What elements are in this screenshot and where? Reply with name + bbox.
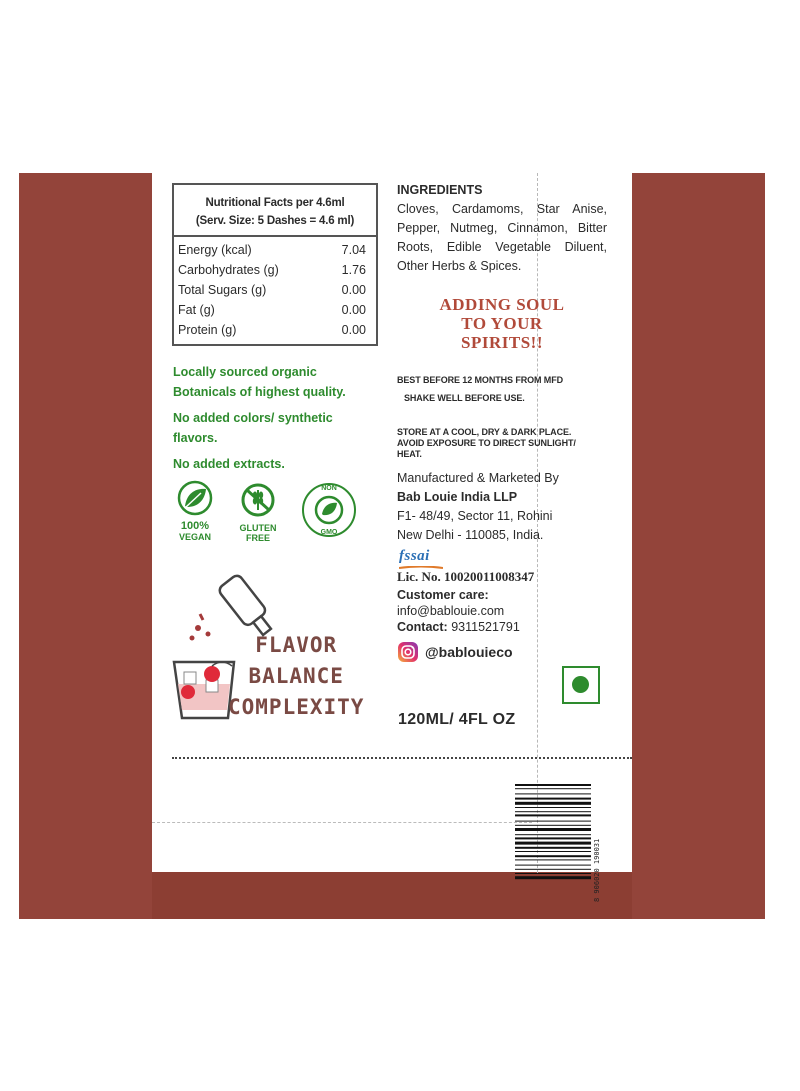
fold-line-horizontal [152,822,532,823]
gmo-badge-bottom: GMO [320,529,338,536]
nutrition-row [174,280,376,300]
barcode-bar [515,859,591,860]
barcode-bar [515,807,591,808]
barcode-bar [515,873,591,874]
barcode-bar [515,865,591,866]
barcode-bar [515,798,591,800]
flavor-word: FLAVOR [255,633,338,657]
complexity-word: COMPLEXITY [228,695,365,719]
nutrition-row [174,240,376,260]
nutrition-title: Nutritional Facts per 4.6ml [205,197,345,209]
barcode-bar [515,814,591,816]
storage-notice: STORE AT A COOL, DRY & DARK PLACE. AVOID EXPOSURE TO DIRECT SUNLIGHT/ HEAT. [397,427,576,459]
nutrient-label: Fat (g) [178,303,215,317]
vegan-badge-label: VEGAN [178,532,211,542]
right-color-band [632,173,765,919]
best-before-notice: BEST BEFORE 12 MONTHS FROM MFD [397,375,564,385]
barcode-bar [515,842,591,845]
barcode [515,782,603,904]
nutrition-row [174,260,376,280]
fssai-logo: fssai [399,548,430,565]
barcode-bars [515,784,591,879]
nutrient-label: Protein (g) [178,323,237,337]
barcode-bar [515,825,591,826]
contact-label: Contact: [397,620,448,634]
license-number: Lic. No. 10020011008347 [397,569,535,584]
nutrient-value: 0.00 [341,323,366,337]
left-color-band [19,173,152,919]
veg-dot-icon [572,676,589,693]
ingredients-text: Cloves, Cardamoms, Star Anise, Pepper, Nutmeg, Cinnamon, Bitter Roots, Edible Vegetable Diluent, Other Herbs & Spices. [397,202,607,273]
barcode-bar [515,869,591,870]
manufacturer-name: Bab Louie India LLP [397,490,518,504]
nutrition-table [172,183,378,346]
barcode-bar [515,788,591,789]
barcode-bar [515,847,591,849]
barcode-bar [515,834,591,835]
nutrition-serving: (Serv. Size: 5 Dashes = 4.6 ml) [195,215,355,228]
tagline: ADDING SOUL TO YOUR SPIRITS!! [439,295,565,352]
gluten-free-badge [235,482,281,543]
nutrition-row [174,320,376,340]
address-line2: New Delhi - 110085, India. [397,528,544,542]
instagram-icon [397,641,419,663]
shake-notice: SHAKE WELL BEFORE USE. [404,393,525,403]
instagram-handle: @bablouieco [425,644,513,660]
flavor-words [228,630,364,723]
non-gmo-badge [301,480,357,540]
barcode-bar [515,784,591,786]
veg-mark [562,666,600,704]
manufacturer-label: Manufactured & Marketed By [397,471,559,485]
customer-care [397,587,520,635]
claim-organic: Locally sourced organic Botanicals of highest quality. [173,365,346,399]
nutrient-value: 0.00 [341,303,366,317]
gluten-badge-line1: GLUTEN [239,523,277,533]
barcode-bar [515,876,591,879]
barcode-bar [515,802,591,805]
care-email[interactable]: info@bablouie.com [397,604,505,618]
nutrient-label: Energy (kcal) [178,243,252,257]
barcode-bar [515,855,591,857]
barcode-number: 8 906020 190031 [593,838,601,902]
ingredients-title: INGREDIENTS [397,183,483,197]
barcode-bar [515,851,591,852]
nutrient-value: 1.76 [341,263,366,277]
vegan-badge [172,480,218,542]
nutrient-label: Carbohydrates (g) [178,263,279,277]
barcode-bar [515,821,591,822]
care-title: Customer care: [397,588,489,602]
social-handle[interactable] [397,641,513,663]
volume-label: 120ML/ 4FL OZ [398,711,516,728]
contact-number[interactable]: 9311521791 [451,620,520,634]
barcode-bar [515,793,591,794]
claim-no-extracts: No added extracts. [173,457,285,471]
leaf-icon [175,480,215,516]
nutrient-value: 0.00 [341,283,366,297]
address-line1: F1- 48/49, Sector 11, Rohini [397,509,553,523]
nutrient-value: 7.04 [341,243,366,257]
manufacturer-block [397,469,617,545]
barcode-bar [515,828,591,831]
cut-line [172,757,632,759]
wheat-crossed-icon [240,482,276,518]
barcode-bar [515,811,591,812]
gluten-badge-line2: FREE [245,533,270,543]
gmo-badge-top: NON [321,485,337,492]
nutrient-label: Total Sugars (g) [178,283,267,297]
nutrition-row [174,300,376,320]
nutrition-header [174,185,376,237]
barcode-bar [515,837,591,839]
balance-word: BALANCE [248,664,344,688]
vegan-badge-percent: 100% [180,520,210,532]
claim-no-colors: No added colors/ synthetic flavors. [173,411,333,445]
